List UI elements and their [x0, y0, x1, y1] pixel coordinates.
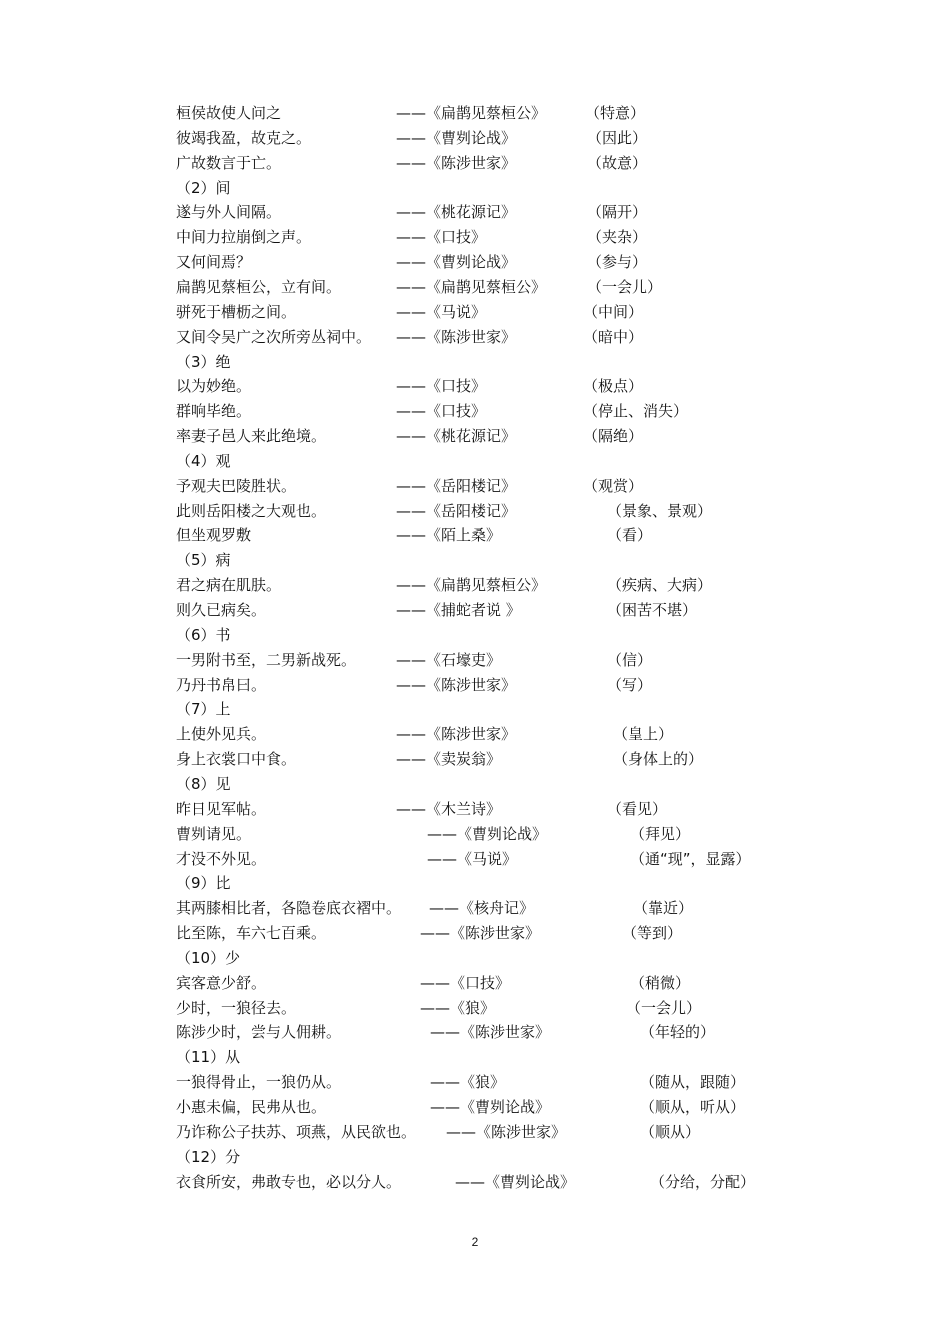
example-sentence: 扁鹊见蔡桓公，立有间。 [176, 277, 342, 296]
heading-text: （10）少 [176, 948, 241, 967]
gloss-meaning: （夹杂） [587, 228, 648, 247]
source-title: ——《岳阳楼记》 [396, 476, 517, 495]
entry-row [0, 673, 950, 698]
example-sentence: 群响毕绝。 [176, 402, 252, 421]
example-sentence: 曹刿请见。 [176, 824, 252, 843]
gloss-meaning: （因此） [587, 128, 648, 147]
heading-text: （8）见 [176, 774, 231, 793]
source-title: ——《扁鹊见蔡桓公》 [396, 576, 547, 595]
heading-text: （2）间 [176, 178, 231, 197]
heading-text: （11）从 [176, 1048, 241, 1067]
source-title: ——《狼》 [430, 1073, 506, 1092]
example-sentence: 彼竭我盈，故克之。 [176, 128, 312, 147]
gloss-meaning: （景象、景观） [607, 501, 713, 520]
source-title: ——《扁鹊见蔡桓公》 [396, 104, 547, 122]
example-sentence: 乃诈称公子扶苏、项燕，从民欲也。 [176, 1122, 417, 1141]
source-title: ——《陈涉世家》 [420, 924, 541, 943]
example-sentence: 但坐观罗敷 [176, 526, 252, 545]
entry-row [0, 325, 950, 350]
source-title: ——《曹刿论战》 [396, 253, 517, 272]
gloss-meaning: （通“现”，显露） [630, 849, 751, 868]
entry-row [0, 1170, 950, 1195]
source-title: ——《马说》 [427, 849, 518, 868]
source-title: ——《曹刿论战》 [430, 1098, 551, 1116]
heading-text: （6）书 [176, 625, 231, 644]
example-sentence: 陈涉少时，尝与人佣耕。 [176, 1023, 342, 1042]
source-title: ——《陈涉世家》 [430, 1023, 551, 1042]
example-sentence: 予观夫巴陵胜状。 [176, 476, 297, 495]
section-heading [0, 946, 950, 971]
example-sentence: 又何间焉？ [176, 253, 252, 272]
gloss-meaning: （暗中） [583, 327, 644, 346]
section-heading [0, 772, 950, 797]
source-title: ——《卖炭翁》 [396, 750, 502, 769]
example-sentence: 一狼得骨止，一狼仍从。 [176, 1073, 342, 1092]
example-sentence: 又间令吴广之次所旁丛祠中。 [176, 327, 372, 346]
entry-row [0, 598, 950, 623]
entry-row [0, 896, 950, 921]
gloss-meaning: （靠近） [633, 899, 694, 918]
gloss-meaning: （顺从，听从） [640, 1098, 746, 1116]
source-title: ——《马说》 [396, 302, 487, 321]
source-title: ——《核舟记》 [429, 899, 535, 918]
entry-row [0, 151, 950, 176]
gloss-meaning: （等到） [622, 924, 683, 943]
entry-row [0, 200, 950, 225]
entry-row [0, 101, 950, 126]
entry-row [0, 300, 950, 325]
gloss-meaning: （身体上的） [613, 750, 704, 769]
example-sentence: 广故数言于亡。 [176, 153, 282, 172]
gloss-meaning: （观赏） [583, 476, 644, 495]
source-title: ——《陈涉世家》 [396, 675, 517, 694]
gloss-meaning: （一会儿） [626, 998, 702, 1017]
entry-row [0, 399, 950, 424]
source-title: ——《捕蛇者说 》 [396, 601, 521, 619]
source-title: ——《陈涉世家》 [446, 1122, 567, 1141]
section-heading [0, 449, 950, 474]
entry-row [0, 1095, 950, 1120]
gloss-meaning: （故意） [587, 153, 648, 172]
heading-text: （5）病 [176, 551, 231, 570]
heading-text: （3）绝 [176, 352, 231, 371]
heading-text: （4）观 [176, 451, 231, 470]
gloss-meaning: （顺从） [640, 1122, 701, 1141]
example-sentence: 才没不外见。 [176, 849, 267, 868]
source-title: ——《狼》 [420, 998, 496, 1017]
section-heading [0, 1045, 950, 1070]
entry-row [0, 424, 950, 449]
section-heading [0, 1145, 950, 1170]
gloss-meaning: （参与） [587, 253, 648, 272]
entry-row [0, 747, 950, 772]
example-sentence: 小惠未偏，民弗从也。 [176, 1098, 327, 1116]
gloss-meaning: （写） [607, 675, 653, 694]
gloss-meaning: （中间） [583, 302, 644, 321]
gloss-meaning: （随从，跟随） [640, 1073, 746, 1092]
gloss-meaning: （分给，分配） [650, 1172, 756, 1191]
section-heading [0, 548, 950, 573]
entry-row [0, 374, 950, 399]
heading-text: （12）分 [176, 1147, 241, 1166]
gloss-meaning: （看） [607, 526, 653, 545]
gloss-meaning: （一会儿） [587, 277, 663, 296]
example-sentence: 宾客意少舒。 [176, 973, 267, 992]
entry-row [0, 847, 950, 872]
entry-row [0, 225, 950, 250]
example-sentence: 衣食所安，弗敢专也，必以分人。 [176, 1172, 402, 1191]
source-title: ——《桃花源记》 [396, 203, 517, 222]
example-sentence: 率妻子邑人来此绝境。 [176, 427, 327, 446]
gloss-meaning: （皇上） [613, 725, 674, 744]
source-title: ——《桃花源记》 [396, 427, 517, 446]
example-sentence: 骈死于槽枥之间。 [176, 302, 297, 321]
source-title: ——《陈涉世家》 [396, 153, 517, 172]
source-title: ——《曹刿论战》 [396, 128, 517, 147]
gloss-meaning: （信） [607, 650, 653, 669]
source-title: ——《口技》 [396, 402, 487, 421]
section-heading [0, 176, 950, 201]
gloss-meaning: （隔开） [587, 203, 648, 222]
gloss-meaning: （隔绝） [583, 427, 644, 446]
entry-row [0, 523, 950, 548]
entry-row [0, 1120, 950, 1145]
example-sentence: 少时，一狼径去。 [176, 998, 297, 1017]
source-title: ——《陌上桑》 [396, 526, 502, 545]
entry-row [0, 1070, 950, 1095]
example-sentence: 其两膝相比者，各隐卷底衣褶中。 [176, 899, 402, 918]
source-title: ——《岳阳楼记》 [396, 501, 517, 520]
entry-row [0, 648, 950, 673]
entry-row [0, 971, 950, 996]
example-sentence: 昨日见军帖。 [176, 799, 267, 818]
entry-row [0, 126, 950, 151]
section-heading [0, 623, 950, 648]
gloss-meaning: （拜见） [630, 824, 691, 843]
entry-row [0, 1020, 950, 1045]
heading-text: （9）比 [176, 874, 231, 893]
example-sentence: 桓侯故使人问之 [176, 104, 282, 122]
source-title: ——《口技》 [396, 377, 487, 396]
entry-row [0, 474, 950, 499]
gloss-meaning: （困苦不堪） [607, 601, 698, 619]
gloss-meaning: （特意） [585, 104, 646, 122]
entry-row [0, 921, 950, 946]
entry-row [0, 499, 950, 524]
example-sentence: 中间力拉崩倒之声。 [176, 228, 312, 247]
example-sentence: 遂与外人间隔。 [176, 203, 282, 222]
gloss-meaning: （年轻的） [640, 1023, 716, 1042]
source-title: ——《陈涉世家》 [396, 327, 517, 346]
section-heading [0, 697, 950, 722]
entry-row [0, 996, 950, 1021]
entry-row [0, 573, 950, 598]
source-title: ——《曹刿论战》 [427, 824, 548, 843]
entry-row [0, 797, 950, 822]
example-sentence: 一男附书至，二男新战死。 [176, 650, 357, 669]
source-title: ——《口技》 [396, 228, 487, 247]
gloss-meaning: （稍微） [630, 973, 691, 992]
entry-row [0, 275, 950, 300]
example-sentence: 君之病在肌肤。 [176, 576, 282, 595]
section-heading [0, 350, 950, 375]
section-heading [0, 871, 950, 896]
source-title: ——《扁鹊见蔡桓公》 [396, 277, 547, 296]
example-sentence: 则久已病矣。 [176, 601, 267, 619]
example-sentence: 比至陈，车六七百乘。 [176, 924, 327, 943]
entry-row [0, 822, 950, 847]
source-title: ——《陈涉世家》 [396, 725, 517, 744]
entry-row [0, 722, 950, 747]
heading-text: （7）上 [176, 700, 231, 719]
gloss-meaning: （疾病、大病） [607, 576, 713, 595]
example-sentence: 以为妙绝。 [176, 377, 252, 396]
source-title: ——《曹刿论战》 [455, 1172, 576, 1191]
source-title: ——《木兰诗》 [396, 799, 502, 818]
source-title: ——《口技》 [420, 973, 511, 992]
page-number: 2 [471, 1235, 479, 1249]
example-sentence: 上使外见兵。 [176, 725, 267, 744]
entry-row [0, 250, 950, 275]
gloss-meaning: （极点） [583, 377, 644, 396]
example-sentence: 此则岳阳楼之大观也。 [176, 501, 327, 520]
example-sentence: 身上衣裳口中食。 [176, 750, 297, 769]
example-sentence: 乃丹书帛曰。 [176, 675, 267, 694]
gloss-meaning: （看见） [607, 799, 668, 818]
gloss-meaning: （停止、消失） [583, 402, 689, 421]
source-title: ——《石壕吏》 [396, 650, 502, 669]
